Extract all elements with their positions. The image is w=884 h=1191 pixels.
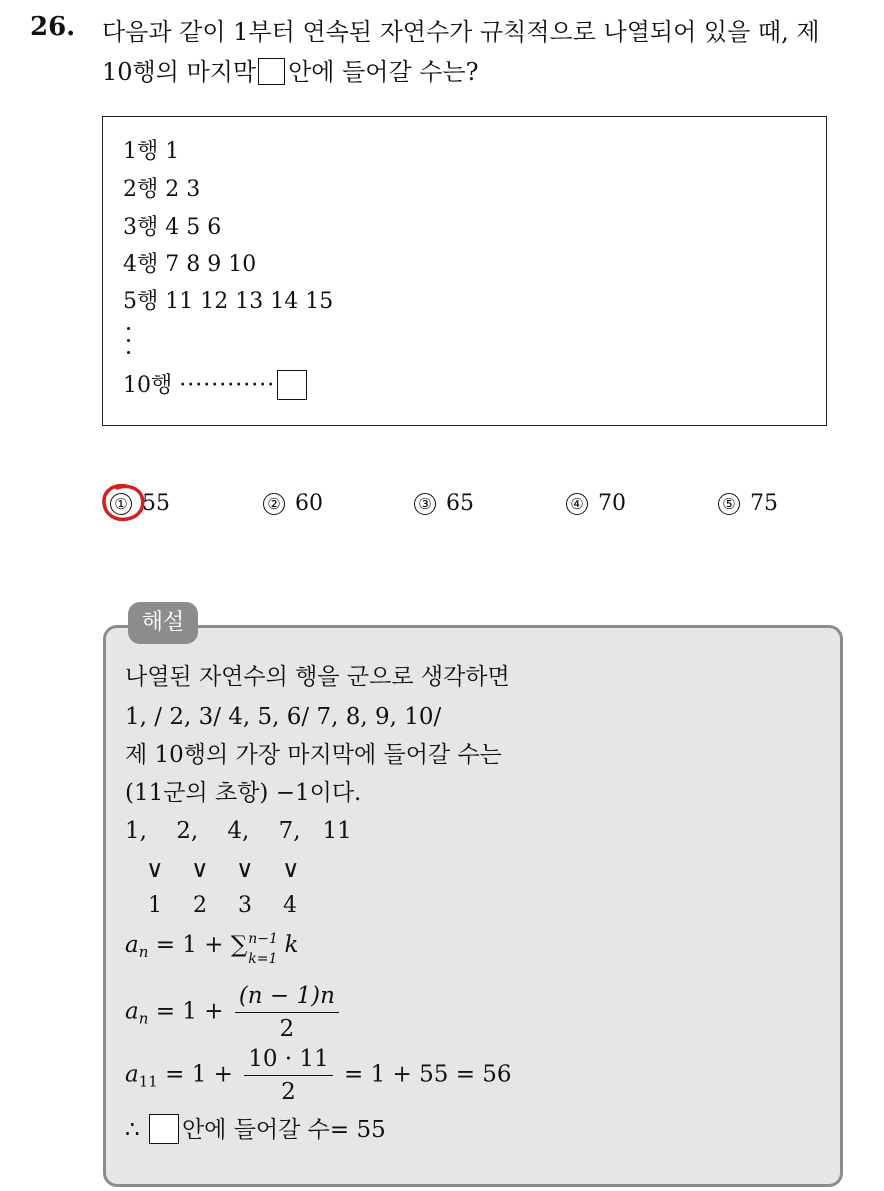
- formula-1: [125, 928, 299, 967]
- diff-4: 4: [283, 893, 297, 918]
- formula-3-a: a: [125, 1061, 139, 1088]
- vee-1: ∨: [146, 855, 164, 883]
- solution-line-2: 1, / 2, 3/ 4, 5, 6/ 7, 8, 9, 10/: [125, 704, 442, 730]
- choice-5-marker: ⑤: [718, 493, 740, 515]
- formula-1-n: n: [138, 943, 149, 961]
- final-blank-box-icon: [149, 1114, 179, 1144]
- problem-row-3: 3행 4 5 6: [123, 215, 222, 240]
- solution-tag: 해설: [128, 602, 198, 644]
- solution-line-3: 제 10행의 가장 마지막에 들어갈 수는: [125, 742, 502, 768]
- question-text-line2-after: 안에 들어갈 수는?: [288, 58, 479, 86]
- row10-dots: ············: [179, 373, 276, 398]
- red-circle-mark-icon: [100, 482, 148, 524]
- formula-1-a: a: [125, 932, 139, 958]
- vertical-dots-icon: [125, 327, 133, 361]
- formula-2-n: n: [138, 1009, 149, 1028]
- question-text-line2-before: 10행의 마지막: [102, 58, 257, 86]
- row10-label: 10행: [123, 373, 173, 398]
- choice-2-value: 60: [295, 491, 323, 516]
- problem-row-4: 4행 7 8 9 10: [123, 252, 257, 277]
- diff-3: 3: [238, 893, 252, 918]
- final-answer-text: 안에 들어갈 수= 55: [181, 1117, 386, 1143]
- question-text: [102, 12, 872, 92]
- diff-2: 2: [193, 893, 207, 918]
- formula-2: [125, 980, 343, 1042]
- choice-3-value: 65: [446, 491, 474, 516]
- choice-3[interactable]: [414, 488, 474, 520]
- formula-1-k: k: [277, 932, 299, 958]
- formula-3: [125, 1043, 512, 1105]
- choice-1-marker: ①: [110, 493, 132, 515]
- formula-2-a: a: [125, 998, 139, 1025]
- sigma-upper: n−1: [248, 931, 278, 947]
- fraction-2-num: 10 · 11: [244, 1043, 332, 1076]
- question-number: 26.: [30, 12, 76, 42]
- therefore-symbol: ∴: [125, 1117, 140, 1143]
- formula-2-eq: = 1 +: [148, 998, 231, 1025]
- vee-4: ∨: [282, 855, 300, 883]
- problem-row-1: 1행 1: [123, 139, 180, 164]
- solution-line-1: 나열된 자연수의 행을 군으로 생각하면: [125, 664, 510, 690]
- choice-2[interactable]: [263, 488, 323, 520]
- choice-3-marker: ③: [414, 493, 436, 515]
- sigma-lower: k=1: [248, 951, 278, 967]
- sigma-symbol: ∑: [230, 932, 248, 958]
- choice-2-marker: ②: [263, 493, 285, 515]
- fraction-1-num: (n − 1)n: [235, 980, 339, 1013]
- problem-row-2: 2행 2 3: [123, 177, 201, 202]
- vee-3: ∨: [236, 855, 254, 883]
- fraction-1-den: 2: [279, 1016, 295, 1042]
- choice-5-value: 75: [750, 491, 778, 516]
- problem-row-5: 5행 11 12 13 14 15: [123, 289, 334, 314]
- problem-box: [102, 116, 827, 426]
- question-text-line2: [102, 52, 872, 92]
- formula-3-eq: = 1 +: [157, 1061, 241, 1088]
- vee-2: ∨: [191, 855, 209, 883]
- choice-4-marker: ④: [566, 493, 588, 515]
- choice-4-value: 70: [598, 491, 626, 516]
- sigma-limits: [247, 931, 278, 967]
- formula-3-sub: 11: [138, 1072, 158, 1091]
- fraction-2: [244, 1043, 332, 1108]
- choice-4[interactable]: [566, 488, 626, 520]
- diff-1: 1: [148, 893, 162, 918]
- solution-final: [125, 1113, 386, 1147]
- answer-blank-box-icon: [277, 370, 307, 400]
- blank-box-icon: [258, 58, 285, 85]
- choice-5[interactable]: [718, 488, 778, 520]
- solution-sequence: 1, 2, 4, 7, 11: [125, 818, 352, 844]
- formula-3-rest: = 1 + 55 = 56: [336, 1061, 512, 1088]
- solution-line-4: (11군의 초항) −1이다.: [125, 780, 362, 806]
- formula-1-eq: = 1 +: [148, 932, 231, 958]
- fraction-2-den: 2: [281, 1079, 296, 1105]
- choice-1-value: 55: [142, 491, 170, 516]
- fraction-1: [235, 980, 339, 1045]
- problem-row-10: [123, 370, 307, 400]
- question-text-line1: 다음과 같이 1부터 연속된 자연수가 규칙적으로 나열되어 있을 때, 제: [102, 18, 820, 46]
